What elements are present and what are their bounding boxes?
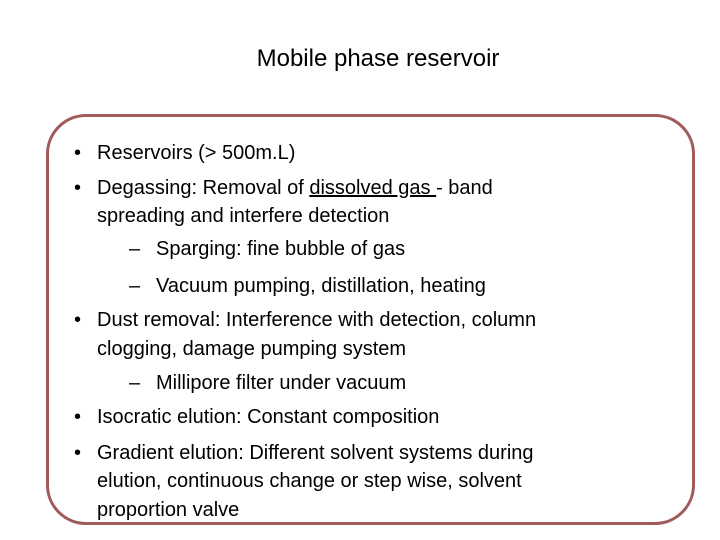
sub-bullet-text: Sparging: fine bubble of gas (156, 238, 406, 260)
bullet-text: Gradient elution: Different solvent systems during (97, 442, 534, 464)
sub-bullet-marker: – (129, 238, 141, 260)
bullet-marker: • (74, 309, 82, 331)
sub-bullet-text: Millipore filter under vacuum (156, 372, 407, 394)
bullet-marker: • (74, 406, 82, 428)
bullet-text (97, 176, 493, 200)
bullet-text: Isocratic elution: Constant composition (97, 406, 440, 428)
bullet-text: Dust removal: Interference with detection, column (97, 309, 537, 331)
bullet-text-part: Degassing: Removal of (97, 177, 310, 199)
bullet-text-continuation: elution, continuous change or step wise, solvent (97, 470, 522, 492)
bullet-text-continuation: proportion valve (97, 499, 240, 521)
bullet-text-part: - band (436, 177, 493, 199)
bullet-marker: • (74, 177, 82, 199)
bullet-marker: • (74, 142, 82, 164)
bullet-marker: • (74, 442, 82, 464)
bullet-text: Reservoirs (> 500m.L) (97, 142, 296, 164)
sub-bullet-marker: – (129, 275, 141, 297)
underlined-term: dissolved gas (309, 177, 437, 199)
sub-bullet-text: Vacuum pumping, distillation, heating (156, 275, 486, 297)
sub-bullet-marker: – (129, 372, 141, 394)
bullet-text-continuation: spreading and interfere detection (97, 205, 390, 227)
slide-title: Mobile phase reservoir (256, 45, 500, 72)
bullet-text-continuation: clogging, damage pumping system (97, 338, 407, 360)
